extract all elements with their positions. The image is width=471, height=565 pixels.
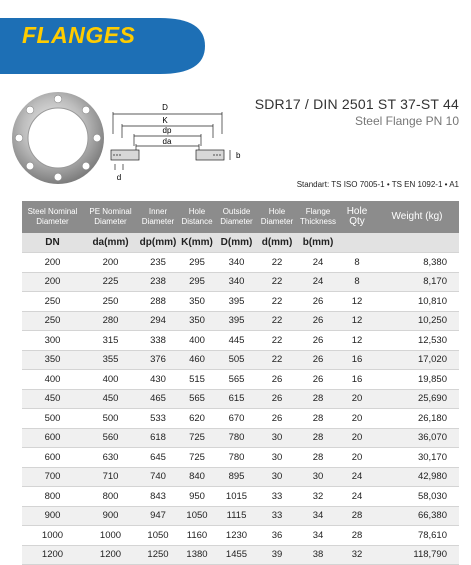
unit-cell: b(mm) bbox=[297, 233, 339, 253]
table-row bbox=[22, 292, 459, 312]
table-cell: 565 bbox=[178, 389, 216, 409]
table-cell: 460 bbox=[178, 350, 216, 370]
table-cell: 565 bbox=[216, 370, 257, 390]
table-cell: 294 bbox=[138, 311, 178, 331]
table-cell: 8 bbox=[339, 272, 375, 292]
table-cell: 34 bbox=[297, 526, 339, 546]
table-cell: 28 bbox=[297, 428, 339, 448]
table-row bbox=[22, 311, 459, 331]
table-cell: 505 bbox=[216, 350, 257, 370]
table-cell: 250 bbox=[83, 292, 138, 312]
table-cell: 1050 bbox=[178, 506, 216, 526]
table-cell: 22 bbox=[257, 272, 297, 292]
table-cell: 26 bbox=[297, 350, 339, 370]
table-cell: 25,690 bbox=[375, 389, 459, 409]
label-da: da bbox=[162, 137, 172, 146]
flange-drawing bbox=[10, 88, 260, 188]
table-cell: 200 bbox=[22, 253, 83, 273]
table-cell: 30 bbox=[297, 467, 339, 487]
flange-photo bbox=[12, 92, 104, 184]
table-cell: 10,250 bbox=[375, 311, 459, 331]
column-header: PE Nominal Diameter bbox=[83, 201, 138, 233]
table-cell: 225 bbox=[83, 272, 138, 292]
table-cell: 32 bbox=[339, 545, 375, 565]
table-cell: 780 bbox=[216, 448, 257, 468]
table-cell: 500 bbox=[22, 409, 83, 429]
table-cell: 30 bbox=[257, 467, 297, 487]
table-cell: 843 bbox=[138, 487, 178, 507]
table-cell: 620 bbox=[178, 409, 216, 429]
table-cell: 338 bbox=[138, 331, 178, 351]
table-cell: 32 bbox=[297, 487, 339, 507]
table-cell: 26 bbox=[297, 292, 339, 312]
table-cell: 30,170 bbox=[375, 448, 459, 468]
table-header-row bbox=[22, 201, 459, 233]
product-subtitle: Steel Flange PN 10 bbox=[354, 114, 459, 128]
table-cell: 340 bbox=[216, 253, 257, 273]
table-cell: 26 bbox=[297, 370, 339, 390]
table-cell: 450 bbox=[83, 389, 138, 409]
table-row bbox=[22, 545, 459, 565]
table-cell: 430 bbox=[138, 370, 178, 390]
table-cell: 39 bbox=[257, 545, 297, 565]
table-cell: 315 bbox=[83, 331, 138, 351]
table-cell: 280 bbox=[83, 311, 138, 331]
table-row bbox=[22, 467, 459, 487]
table-cell: 22 bbox=[257, 311, 297, 331]
table-cell: 618 bbox=[138, 428, 178, 448]
table-cell: 800 bbox=[83, 487, 138, 507]
table-cell: 560 bbox=[83, 428, 138, 448]
table-cell: 645 bbox=[138, 448, 178, 468]
table-cell: 780 bbox=[216, 428, 257, 448]
table-cell: 1050 bbox=[138, 526, 178, 546]
table-row bbox=[22, 253, 459, 273]
table-cell: 12 bbox=[339, 311, 375, 331]
table-cell: 295 bbox=[178, 253, 216, 273]
table-cell: 16 bbox=[339, 370, 375, 390]
table-cell: 900 bbox=[83, 506, 138, 526]
table-cell: 36,070 bbox=[375, 428, 459, 448]
product-title: SDR17 / DIN 2501 ST 37-ST 44 bbox=[254, 96, 459, 112]
table-row bbox=[22, 487, 459, 507]
column-header: Hole Qty bbox=[339, 201, 375, 233]
table-cell: 600 bbox=[22, 428, 83, 448]
table-cell: 20 bbox=[339, 409, 375, 429]
unit-cell: DN bbox=[22, 233, 83, 253]
table-cell: 238 bbox=[138, 272, 178, 292]
table-cell: 1015 bbox=[216, 487, 257, 507]
table-cell: 950 bbox=[178, 487, 216, 507]
label-b: b bbox=[236, 151, 241, 160]
table-row bbox=[22, 370, 459, 390]
column-header: Steel Nominal Diameter bbox=[22, 201, 83, 233]
column-header: Outside Diameter bbox=[216, 201, 257, 233]
table-cell: 22 bbox=[257, 292, 297, 312]
table-cell: 947 bbox=[138, 506, 178, 526]
table-cell: 1200 bbox=[22, 545, 83, 565]
table-body bbox=[22, 253, 459, 565]
table-cell: 600 bbox=[22, 448, 83, 468]
table-cell: 24 bbox=[339, 467, 375, 487]
table-cell: 30 bbox=[257, 448, 297, 468]
column-header: Hole Distance bbox=[178, 201, 216, 233]
table-cell: 1000 bbox=[22, 526, 83, 546]
unit-cell: K(mm) bbox=[178, 233, 216, 253]
table-cell: 235 bbox=[138, 253, 178, 273]
product-title-block bbox=[255, 96, 459, 128]
standard-note: Standart: TS ISO 7005-1 • TS EN 1092-1 • A1 bbox=[296, 180, 459, 189]
table-cell: 8 bbox=[339, 253, 375, 273]
table-cell: 26 bbox=[257, 370, 297, 390]
table-cell: 800 bbox=[22, 487, 83, 507]
table-cell: 78,610 bbox=[375, 526, 459, 546]
table-cell: 16 bbox=[339, 350, 375, 370]
table-cell: 38 bbox=[297, 545, 339, 565]
table-row bbox=[22, 350, 459, 370]
table-cell: 395 bbox=[216, 292, 257, 312]
table-cell: 250 bbox=[22, 311, 83, 331]
column-header: Hole Diameter bbox=[257, 201, 297, 233]
table-cell: 42,980 bbox=[375, 467, 459, 487]
table-cell: 22 bbox=[257, 331, 297, 351]
table-cell: 395 bbox=[216, 311, 257, 331]
table-cell: 700 bbox=[22, 467, 83, 487]
table-cell: 28 bbox=[297, 448, 339, 468]
table-cell: 340 bbox=[216, 272, 257, 292]
table-cell: 1455 bbox=[216, 545, 257, 565]
table-row bbox=[22, 272, 459, 292]
table-cell: 24 bbox=[297, 253, 339, 273]
column-header: Weight (kg) bbox=[375, 201, 459, 233]
table-cell: 630 bbox=[83, 448, 138, 468]
table-cell: 515 bbox=[178, 370, 216, 390]
table-cell: 250 bbox=[22, 292, 83, 312]
label-dp: dp bbox=[162, 126, 172, 135]
table-cell: 725 bbox=[178, 428, 216, 448]
table-cell: 12 bbox=[339, 331, 375, 351]
table-cell: 900 bbox=[22, 506, 83, 526]
table-cell: 10,810 bbox=[375, 292, 459, 312]
table-row bbox=[22, 448, 459, 468]
label-D: D bbox=[162, 103, 168, 112]
table-cell: 22 bbox=[257, 350, 297, 370]
unit-cell bbox=[339, 233, 375, 253]
table-row bbox=[22, 389, 459, 409]
table-row bbox=[22, 409, 459, 429]
table-cell: 26 bbox=[257, 409, 297, 429]
table-cell: 26 bbox=[297, 311, 339, 331]
table-cell: 400 bbox=[83, 370, 138, 390]
unit-cell bbox=[375, 233, 459, 253]
table-cell: 615 bbox=[216, 389, 257, 409]
table-row bbox=[22, 526, 459, 546]
table-cell: 1000 bbox=[83, 526, 138, 546]
table-cell: 376 bbox=[138, 350, 178, 370]
table-cell: 58,030 bbox=[375, 487, 459, 507]
table-cell: 1380 bbox=[178, 545, 216, 565]
unit-cell: D(mm) bbox=[216, 233, 257, 253]
table-cell: 200 bbox=[83, 253, 138, 273]
table-cell: 20 bbox=[339, 389, 375, 409]
table-cell: 26 bbox=[297, 331, 339, 351]
table-cell: 1200 bbox=[83, 545, 138, 565]
table-cell: 36 bbox=[257, 526, 297, 546]
table-cell: 33 bbox=[257, 487, 297, 507]
table-cell: 355 bbox=[83, 350, 138, 370]
table-cell: 350 bbox=[22, 350, 83, 370]
table-cell: 26 bbox=[257, 389, 297, 409]
table-cell: 465 bbox=[138, 389, 178, 409]
table-cell: 350 bbox=[178, 292, 216, 312]
column-header: Inner Diameter bbox=[138, 201, 178, 233]
table-row bbox=[22, 428, 459, 448]
table-cell: 28 bbox=[297, 409, 339, 429]
table-cell: 500 bbox=[83, 409, 138, 429]
table-cell: 350 bbox=[178, 311, 216, 331]
table-units-row bbox=[22, 233, 459, 253]
label-d: d bbox=[116, 173, 122, 182]
table-cell: 200 bbox=[22, 272, 83, 292]
table-cell: 895 bbox=[216, 467, 257, 487]
table-cell: 12 bbox=[339, 292, 375, 312]
table-cell: 24 bbox=[339, 487, 375, 507]
table-cell: 66,380 bbox=[375, 506, 459, 526]
table-cell: 533 bbox=[138, 409, 178, 429]
banner-title: FLANGES bbox=[22, 22, 136, 48]
table-cell: 840 bbox=[178, 467, 216, 487]
table-cell: 670 bbox=[216, 409, 257, 429]
unit-cell: da(mm) bbox=[83, 233, 138, 253]
table-cell: 24 bbox=[297, 272, 339, 292]
table-cell: 445 bbox=[216, 331, 257, 351]
label-K: K bbox=[162, 116, 168, 125]
table-cell: 12,530 bbox=[375, 331, 459, 351]
unit-cell: dp(mm) bbox=[138, 233, 178, 253]
table-cell: 400 bbox=[178, 331, 216, 351]
table-cell: 28 bbox=[339, 506, 375, 526]
table-cell: 19,850 bbox=[375, 370, 459, 390]
table-cell: 288 bbox=[138, 292, 178, 312]
table-cell: 33 bbox=[257, 506, 297, 526]
table-cell: 30 bbox=[257, 428, 297, 448]
table-row bbox=[22, 331, 459, 351]
unit-cell: d(mm) bbox=[257, 233, 297, 253]
table-cell: 400 bbox=[22, 370, 83, 390]
table-cell: 20 bbox=[339, 428, 375, 448]
column-header: Flange Thickness bbox=[297, 201, 339, 233]
table-cell: 300 bbox=[22, 331, 83, 351]
table-row bbox=[22, 506, 459, 526]
table-cell: 740 bbox=[138, 467, 178, 487]
table-cell: 1115 bbox=[216, 506, 257, 526]
table-cell: 20 bbox=[339, 448, 375, 468]
table-cell: 1250 bbox=[138, 545, 178, 565]
table-cell: 34 bbox=[297, 506, 339, 526]
table-cell: 1230 bbox=[216, 526, 257, 546]
table-cell: 28 bbox=[297, 389, 339, 409]
table-cell: 26,180 bbox=[375, 409, 459, 429]
table-cell: 8,170 bbox=[375, 272, 459, 292]
table-cell: 1160 bbox=[178, 526, 216, 546]
table-cell: 22 bbox=[257, 253, 297, 273]
spec-table bbox=[22, 201, 459, 565]
table-cell: 17,020 bbox=[375, 350, 459, 370]
table-cell: 295 bbox=[178, 272, 216, 292]
table-cell: 710 bbox=[83, 467, 138, 487]
table-cell: 8,380 bbox=[375, 253, 459, 273]
table-cell: 450 bbox=[22, 389, 83, 409]
table-cell: 118,790 bbox=[375, 545, 459, 565]
table-cell: 28 bbox=[339, 526, 375, 546]
table-cell: 725 bbox=[178, 448, 216, 468]
